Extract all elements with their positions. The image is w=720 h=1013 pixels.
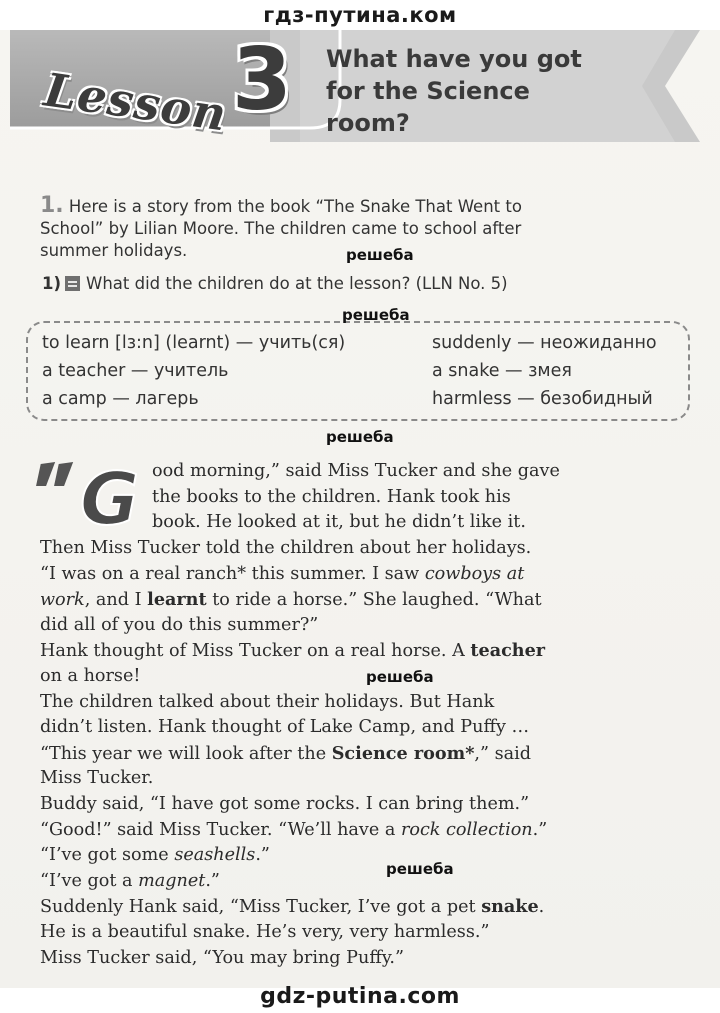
lesson-title (326, 43, 656, 139)
story-line: Buddy said, “I have got some rocks. I can bring them.” (40, 793, 530, 814)
intro-line: summer holidays. (40, 241, 188, 260)
story-line: “Good!” said Miss Tucker. “We’ll have a rock collection.” (40, 819, 548, 840)
vocab-item: a teacher — учитель (42, 361, 229, 381)
exercise-task (42, 273, 682, 295)
intro-line: School” by Lilian Moore. The children came to school after (40, 219, 522, 238)
story-line: ood morning,” said Miss Tucker and she gave (152, 461, 560, 481)
exercise-number: 1. (40, 193, 64, 218)
vocab-item: suddenly — неожиданно (432, 333, 657, 353)
story-line: Then Miss Tucker told the children about her holidays. (40, 538, 532, 558)
watermark-text: решеба (342, 306, 410, 324)
vocab-item: to learn [lɜ:n] (learnt) — учить(ся) (42, 333, 346, 353)
story-body (40, 536, 690, 971)
story-line: “I’ve got a magnet.” (40, 870, 220, 891)
watermark-text: решеба (366, 668, 434, 686)
listening-icon (65, 276, 80, 291)
story-line: Miss Tucker. (40, 768, 154, 789)
story-line: Hank thought of Miss Tucker on a real horse. A teacher (40, 640, 546, 662)
vocab-item: a camp — лагерь (42, 389, 199, 409)
story-line: He is a beautiful snake. He’s very, very harmless.” (40, 921, 490, 942)
site-footer-watermark: gdz-putina.com (260, 984, 460, 1009)
story-line: work, and I learnt to ride a horse.” She laughed. “What (40, 589, 542, 611)
vocab-item: harmless — безобидный (432, 389, 653, 409)
story-line: “I’ve got some seashells.” (40, 845, 270, 866)
watermark-text: решеба (326, 428, 394, 446)
task-text: What did the children do at the lesson? (LLN No. 5) (86, 274, 508, 293)
lesson-banner (10, 30, 720, 150)
dropcap-letter: G (80, 458, 140, 538)
story-line: Miss Tucker said, “You may bring Puffy.” (40, 947, 405, 968)
site-header-watermark: гдз-путина.ком (263, 3, 457, 27)
vocab-item: a snake — змея (432, 361, 572, 381)
dropcap-g (36, 458, 140, 538)
story-line: Suddenly Hank said, “Miss Tucker, I’ve got a pet snake. (40, 896, 545, 918)
lesson-title-line: room? (326, 109, 410, 137)
story-line: didn’t listen. Hank thought of Lake Camp, and Puffy … (40, 717, 530, 738)
story-line: book. He looked at it, but he didn’t like it. (152, 512, 526, 533)
dropcap-quote-icon (36, 458, 140, 538)
story-line: on a horse! (40, 665, 141, 686)
task-number: 1) (42, 274, 62, 293)
vocabulary-box (26, 321, 690, 421)
textbook-page (0, 30, 720, 988)
lesson-number: 3 (232, 30, 292, 130)
story-line: “This year we will look after the Science room*,” said (40, 742, 531, 764)
lesson-title-line: What have you got (326, 45, 582, 73)
watermark-text: решеба (386, 860, 454, 878)
story-line: “I was on a real ranch* this summer. I saw cowboys at (40, 563, 525, 584)
story-line: The children talked about their holidays. But Hank (40, 691, 495, 712)
lesson-title-line: for the Science (326, 77, 530, 105)
intro-line: Here is a story from the book “The Snake That Went to (68, 197, 522, 216)
story-line: did all of you do this summer?” (40, 614, 319, 635)
story-opening (152, 459, 692, 536)
watermark-text: решеба (346, 246, 414, 264)
story-line: the books to the children. Hank took his (152, 486, 511, 507)
lesson-word: Lesson (41, 62, 231, 142)
